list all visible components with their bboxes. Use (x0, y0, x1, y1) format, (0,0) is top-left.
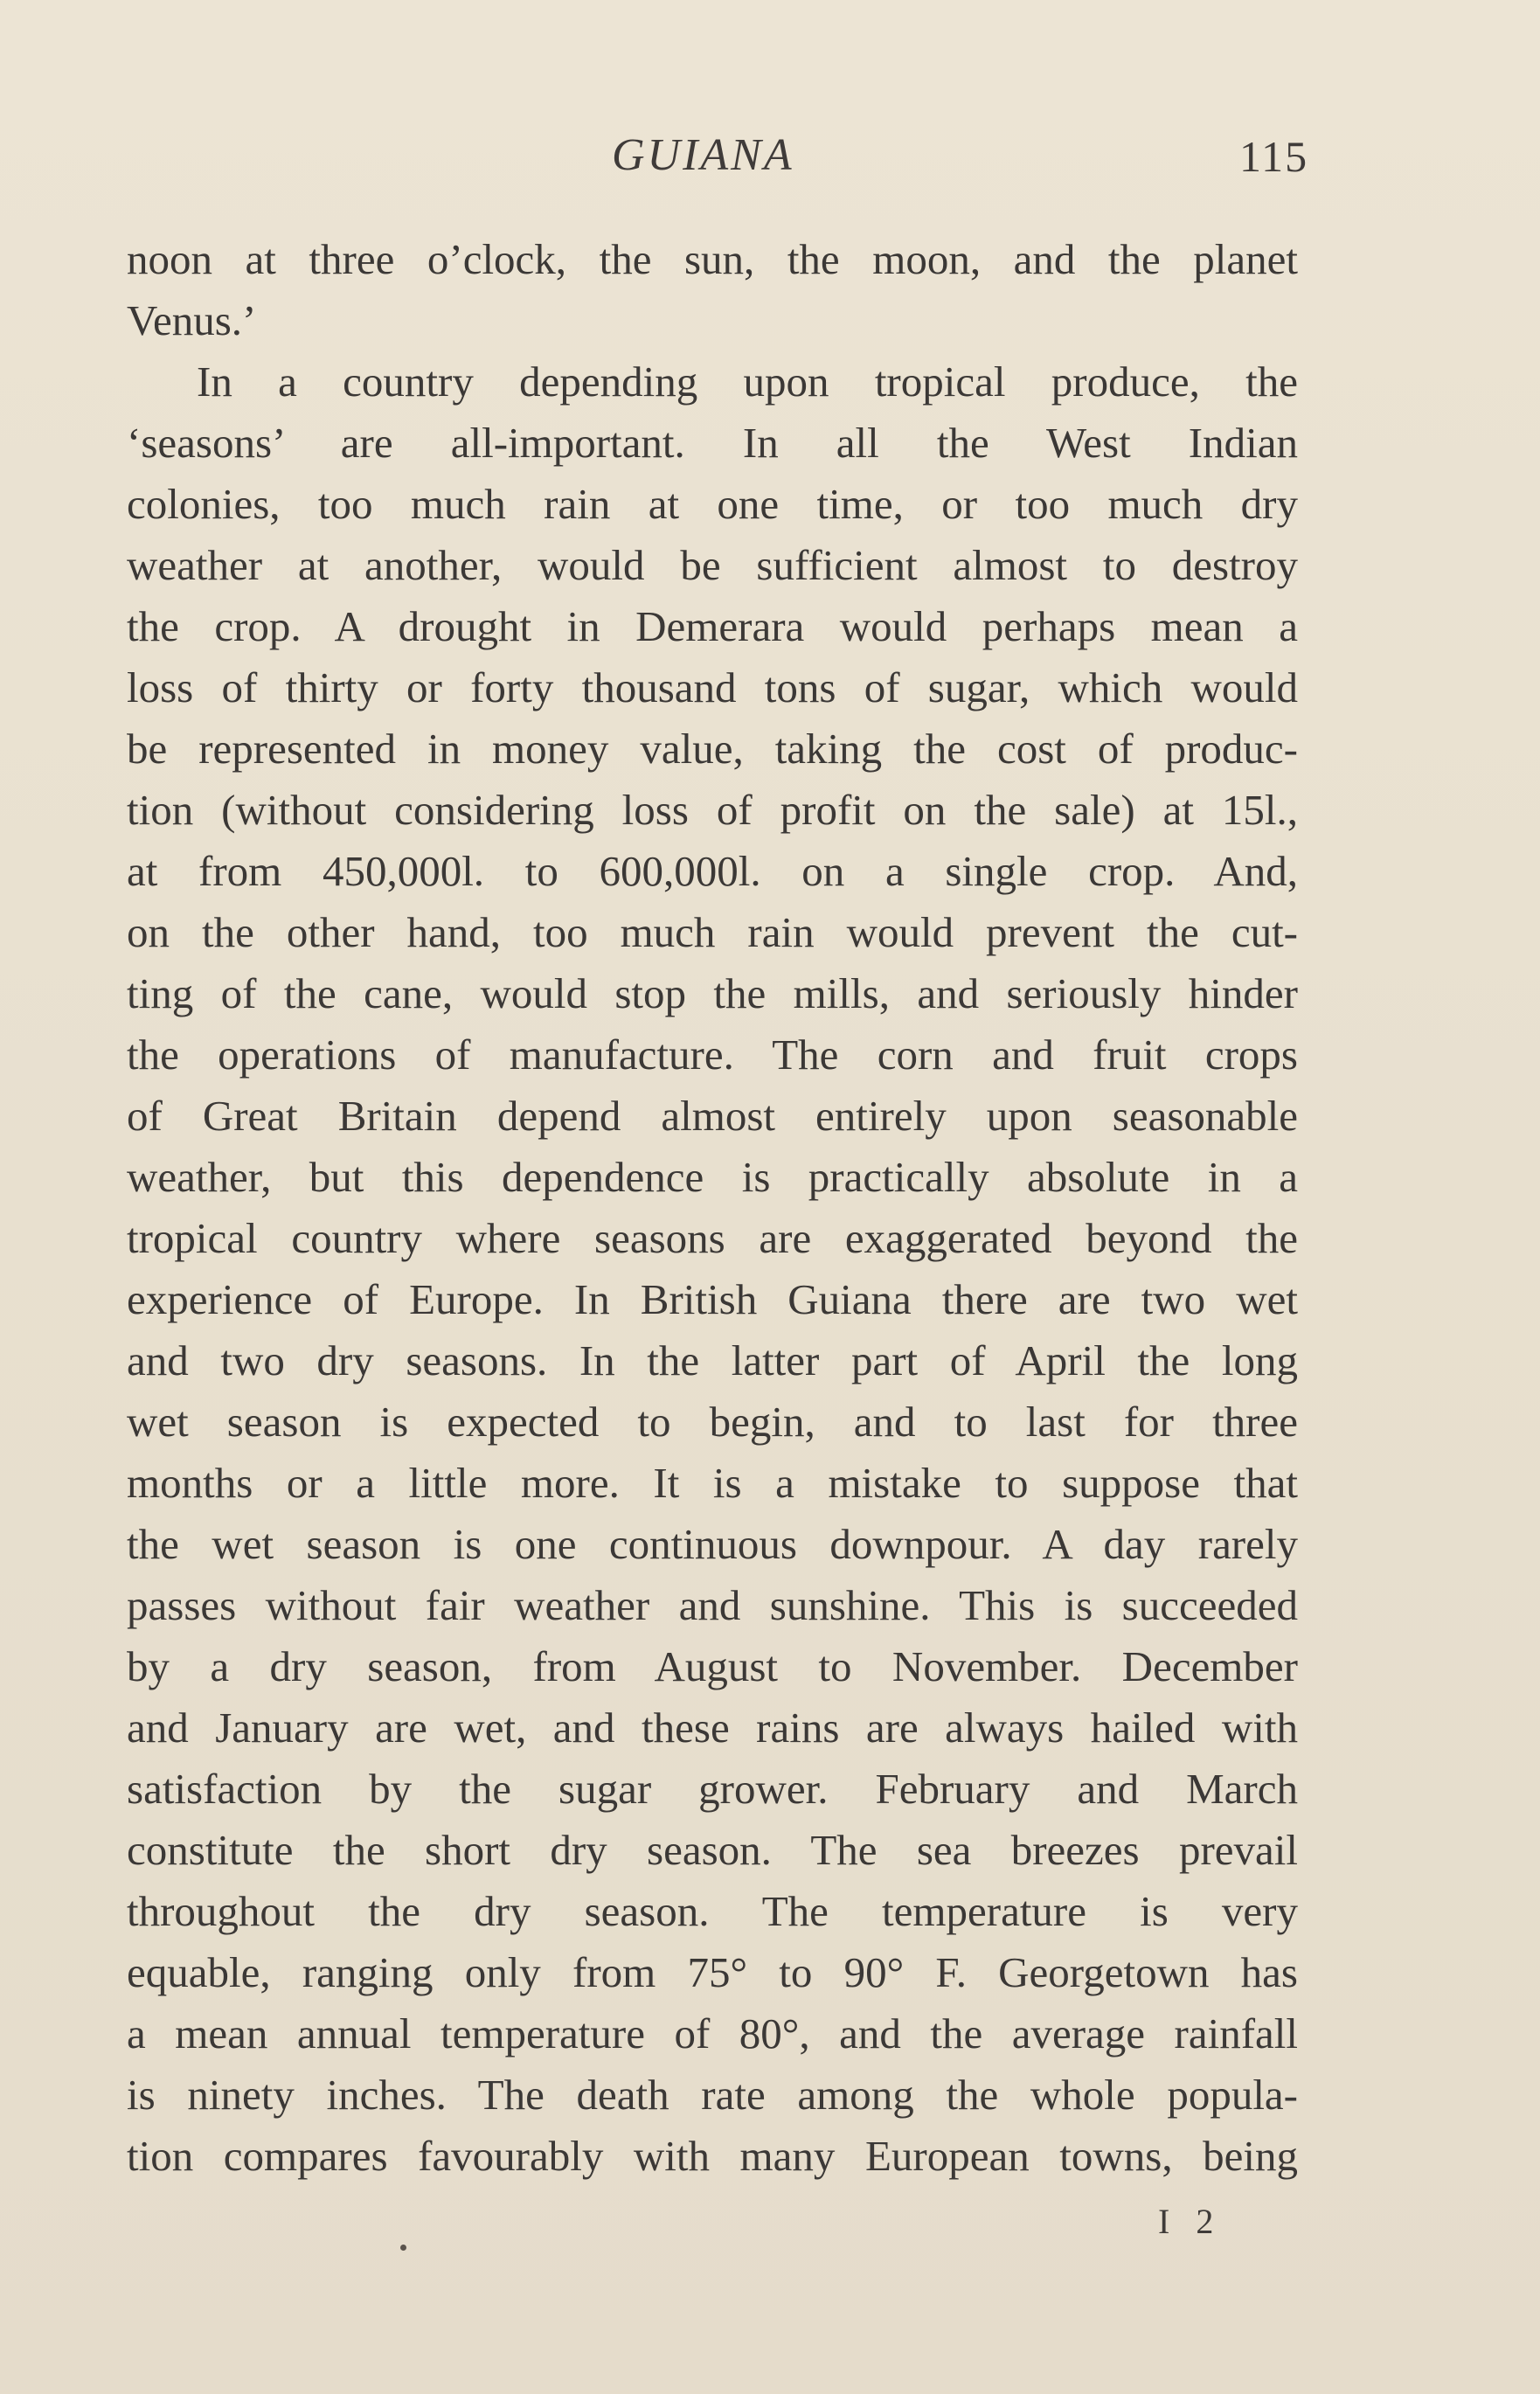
text-line: weather, but this dependence is practically absolute in a (127, 1153, 1298, 1201)
text-line: the wet season is one continuous downpour. A day rarely (127, 1520, 1298, 1568)
text-line: loss of thirty or forty thousand tons of sugar, which would (127, 663, 1298, 711)
text-line: tropical country where seasons are exaggerated beyond the (127, 1214, 1298, 1262)
text-line: tion compares favourably with many European towns, being (127, 2132, 1298, 2180)
text-line: experience of Europe. In British Guiana there are two wet (127, 1275, 1298, 1323)
text-line: ting of the cane, would stop the mills, and seriously hinder (127, 969, 1298, 1017)
text-line: is ninety inches. The death rate among the whole popula- (127, 2071, 1298, 2119)
text-line: constitute the short dry season. The sea breezes prevail (127, 1826, 1298, 1874)
text-line: ‘seasons’ are all-important. In all the West Indian (127, 419, 1298, 467)
running-head (0, 129, 1540, 199)
text-line: the operations of manufacture. The corn and fruit crops (127, 1030, 1298, 1079)
text-line: months or a little more. It is a mistake to suppose that (127, 1459, 1298, 1507)
text-line: passes without fair weather and sunshine. This is succeeded (127, 1581, 1298, 1629)
body-text (127, 229, 1298, 2187)
text-line: be represented in money value, taking the cost of produc- (127, 725, 1298, 773)
page-number: 115 (1239, 132, 1309, 181)
text-line: tion (without considering loss of profit on the sale) at 15l., (127, 786, 1298, 834)
paragraph-first-line: In a country depending upon tropical produce, the (197, 357, 1298, 406)
text-line: noon at three o’clock, the sun, the moon, and the planet (127, 235, 1298, 283)
text-line: the crop. A drought in Demerara would perhaps mean a (127, 602, 1298, 650)
text-line: Venus.’ (127, 296, 257, 344)
text-line: and two dry seasons. In the latter part of April the long (127, 1336, 1298, 1384)
text-line: by a dry season, from August to November. December (127, 1642, 1298, 1690)
text-line: of Great Britain depend almost entirely upon seasonable (127, 1092, 1298, 1140)
text-line: throughout the dry season. The temperature is very (127, 1887, 1298, 1935)
text-line: a mean annual temperature of 80°, and the average rainfall (127, 2009, 1298, 2057)
text-line: weather at another, would be sufficient almost to destroy (127, 541, 1298, 589)
running-title: GUIANA (612, 130, 794, 180)
text-line: satisfaction by the sugar grower. February and March (127, 1765, 1298, 1813)
signature-mark: I 2 (1158, 2202, 1223, 2241)
text-line: and January are wet, and these rains are always hailed with (127, 1704, 1298, 1752)
text-line: on the other hand, too much rain would prevent the cut- (127, 908, 1298, 956)
text-line: at from 450,000l. to 600,000l. on a single crop. And, (127, 847, 1298, 895)
text-line: wet season is expected to begin, and to last for three (127, 1398, 1298, 1446)
text-line: equable, ranging only from 75° to 90° F. Georgetown has (127, 1948, 1298, 1996)
paper-speck (400, 2245, 406, 2251)
text-line: colonies, too much rain at one time, or too much dry (127, 480, 1298, 528)
